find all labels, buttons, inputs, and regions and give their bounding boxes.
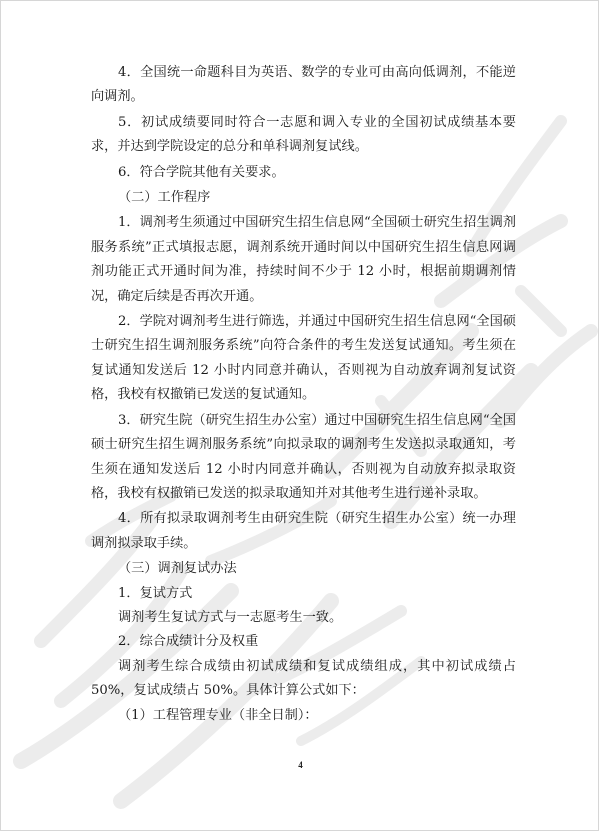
subheading-retest-method: 1．复试方式 — [118, 585, 193, 601]
paragraph-procedure-2: 2．学院对调剂考生进行筛选，并通过中国研究生招生信息网“全国硕士研究生招生调剂服务系统”向符合条件的考生发送复试通知。考生须在复试通知发送后 12 小时内同意并确认，否则视为自动放弃调剂复试资格，我校有权撤销已发送的复试通知。 — [91, 314, 516, 403]
document-body — [91, 61, 516, 728]
subheading-score-weight: 2．综合成绩计分及权重 — [118, 634, 259, 650]
section-heading-procedure: （二）工作程序 — [118, 190, 211, 206]
paragraph-engineering-management: （1）工程管理专业（非全日制）： — [118, 707, 318, 723]
paragraph-criteria-5: 5．初试成绩要同时符合一志愿和调入专业的全国初试成绩基本要求，并达到学院设定的总分和单科调剂复试线。 — [91, 114, 516, 155]
paragraph-procedure-1: 1．调剂考生须通过中国研究生招生信息网“全国硕士研究生招生调剂服务系统”正式填报志愿，调剂系统开通时间以中国研究生招生信息网调剂功能正式开通时间为准，持续时间不少于 12 小时，根据前期调剂情况，确定后续是否再次开通。 — [91, 215, 516, 304]
paragraph-score-weight: 调剂考生综合成绩由初试成绩和复试成绩组成，其中初试成绩占 50%，复试成绩占 50%。具体计算公式如下： — [91, 658, 516, 699]
paragraph-procedure-4: 4．所有拟录取调剂考生由研究生院（研究生招生办公室）统一办理调剂拟录取手续。 — [91, 511, 516, 551]
page-number: 4 — [298, 760, 303, 770]
paragraph-criteria-6: 6．符合学院其他有关要求。 — [118, 164, 285, 180]
paragraph-retest-method: 调剂考生复试方式与一志愿考生一致。 — [118, 609, 343, 625]
paragraph-criteria-4: 4．全国统一命题科目为英语、数学的专业可由高向低调剂，不能逆向调剂。 — [91, 65, 516, 105]
section-heading-retest: （三）调剂复试办法 — [118, 561, 237, 577]
paragraph-procedure-3: 3．研究生院（研究生招生办公室）通过中国研究生招生信息网“全国硕士研究生招生调剂服务系统”向拟录取的调剂考生发送拟录取通知，考生须在通知发送后 12 小时内同意并确认，否则视为自动放弃拟录取资格，我校有权撤销已发送的拟录取通知并对其他考生进行递补录取。 — [91, 412, 516, 501]
